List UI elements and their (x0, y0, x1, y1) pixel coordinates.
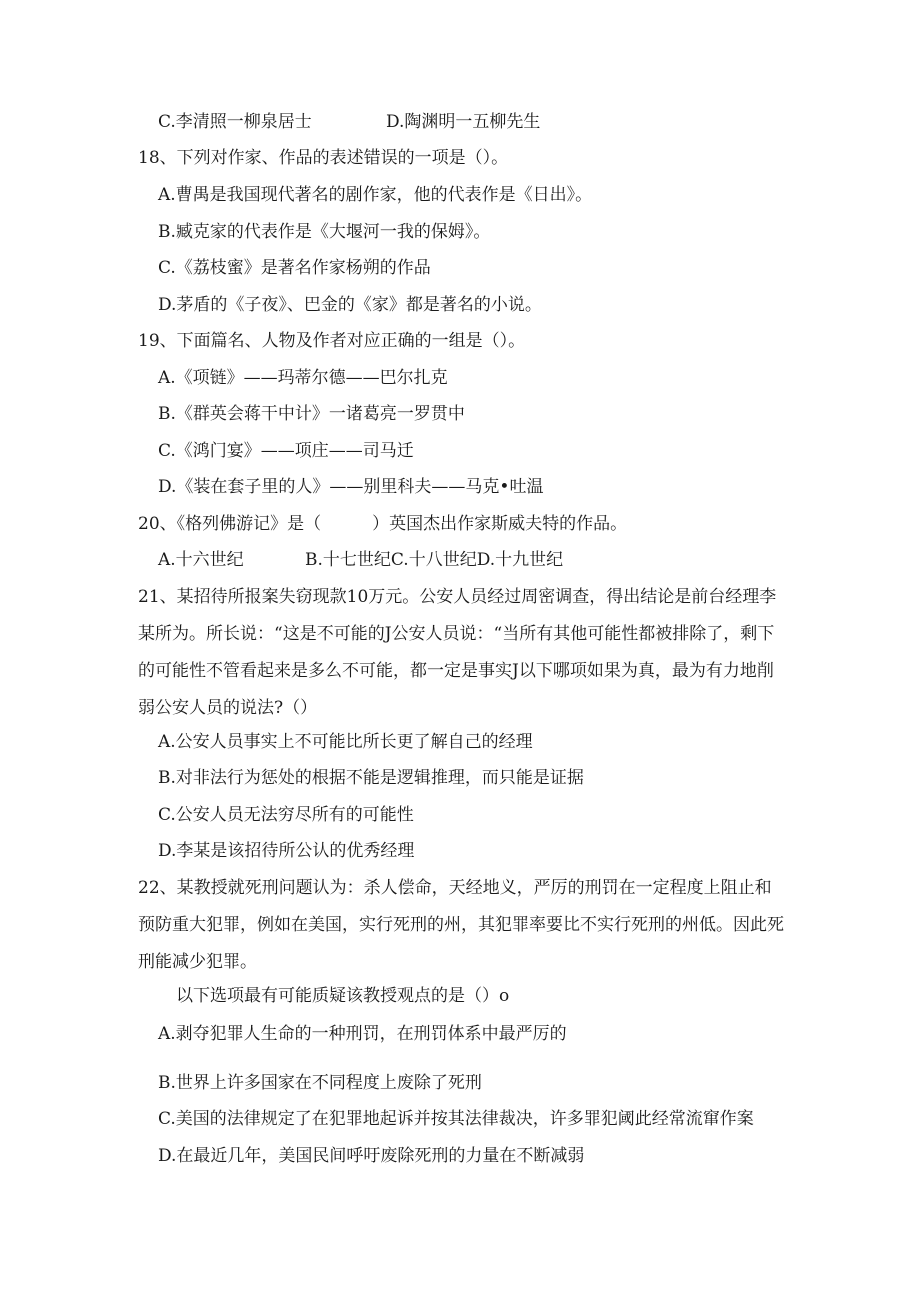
q18-option-d: D.茅盾的《子夜》、巴金的《家》都是著名的小说。 (158, 295, 542, 315)
q22-stem: 22、某教授就死刑问题认为：杀人偿命，天经地义，严厉的刑罚在一定程度上阻止和预防重大犯罪，例如在美国，实行死刑的州，其犯罪率要比不实行死刑的州低。因此死刑能减少犯罪。 (138, 878, 784, 972)
q19-option-d: D.《装在套子里的人》——别里科夫——马克•吐温 (158, 477, 544, 497)
q22-option-c: C.美国的法律规定了在犯罪地起诉并按其法律裁决，许多罪犯阈此经常流窜作案 (158, 1109, 754, 1129)
q19-option-c: C.《鸿门宴》——项庄——司马迁 (158, 441, 414, 461)
q21-option-d: D.李某是该招待所公认的优秀经理 (158, 841, 415, 861)
q17-option-c: C.李清照一柳泉居士 (158, 112, 312, 132)
q20-option-a: A.十六世纪 (158, 550, 244, 570)
q18-option-b: B.臧克家的代表作是《大堰河一我的保姆》。 (158, 222, 491, 242)
q18-stem: 18、下列对作家、作品的表述错误的一项是（）。 (138, 148, 509, 168)
q21-stem: 21、某招待所报案失窃现款10万元。公安人员经过周密调查，得出结论是前台经理李某所为。所长说：“这是不可能的J公安人员说：“当所有其他可能性都被排除了，剩下的可能性不管看起来是多么不可能，都一定是事实J以下哪项如果为真，最为有力地削弱公安人员的说法?（） (138, 587, 777, 718)
q21-option-a: A.公安人员事实上不可能比所长更了解自己的经理 (158, 732, 533, 752)
q22-prompt: 以下选项最有可能质疑该教授观点的是（）o (176, 986, 510, 1006)
q21-option-b: B.对非法行为惩处的根据不能是逻辑推理，而只能是证据 (158, 768, 584, 788)
q21-option-c: C.公安人员无法穷尽所有的可能性 (158, 805, 414, 825)
q22-option-d: D.在最近几年，美国民间呼吁废除死刑的力量在不断减弱 (158, 1146, 585, 1166)
q19-option-a: A.《项链》——玛蒂尔德——巴尔扎克 (158, 368, 448, 388)
q20-stem: 20、《格列佛游记》是（ ）英国杰出作家斯威夫特的作品。 (138, 514, 628, 534)
q18-option-a: A.曹禺是我国现代著名的剧作家，他的代表作是《日出》。 (158, 185, 593, 205)
q18-option-c: C.《荔枝蜜》是著名作家杨朔的作品 (158, 258, 431, 278)
q20-options-bcd: B.十七世纪C.十八世纪D.十九世纪 (305, 550, 564, 570)
q19-stem: 19、下面篇名、人物及作者对应正确的一组是（）。 (138, 331, 526, 351)
q19-option-b: B.《群英会蒋干中计》一诸葛亮一罗贯中 (158, 404, 465, 424)
q17-option-d: D.陶渊明一五柳先生 (386, 112, 541, 132)
q22-option-a: A.剥夺犯罪人生命的一种刑罚，在刑罚体系中最严厉的 (158, 1024, 567, 1044)
q22-option-b: B.世界上许多国家在不同程度上废除了死刑 (158, 1073, 482, 1093)
